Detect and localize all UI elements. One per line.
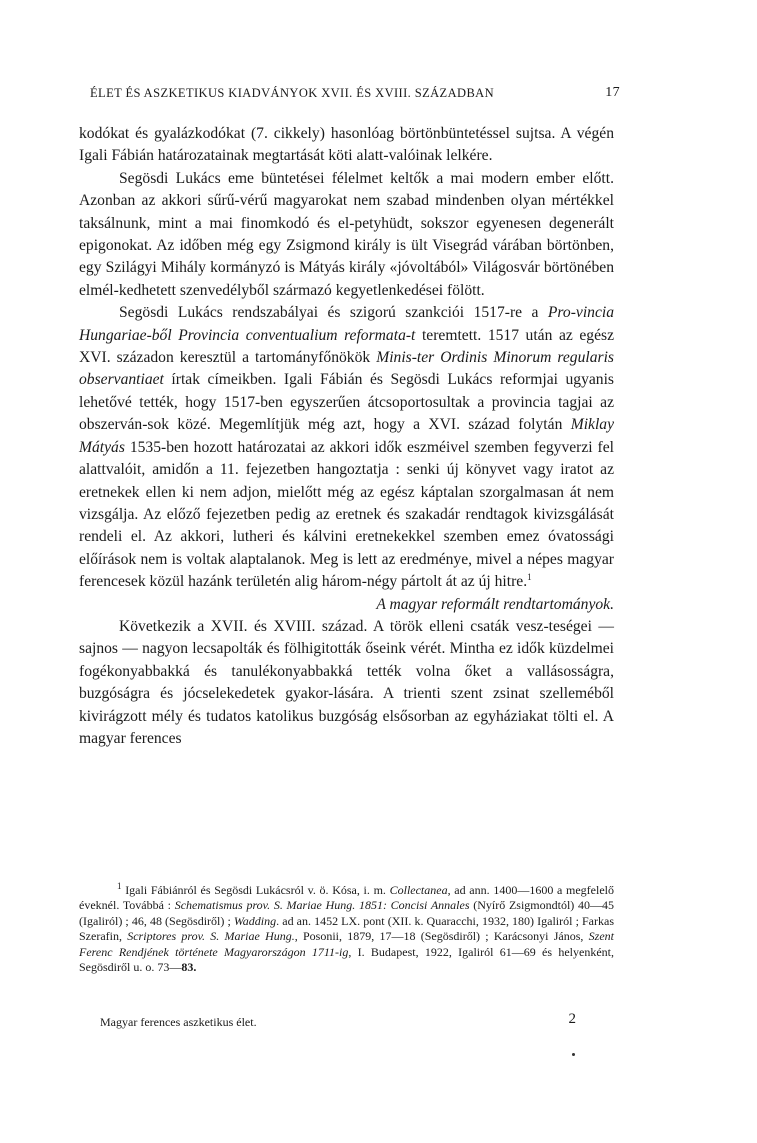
text-run: (Nyírő Zsigmondtól) 40—45 (Igaliról) ; 46, 48 (Segösdiről) ; — [79, 898, 614, 928]
text-run: , I. Budapest, 1922, Igaliról 61—69 és helyenként, Segösdiről u. o. 73— — [79, 944, 614, 975]
text-run: , Posonii, 1879, 17—18 (Segösdiről) ; Karácsonyi János, — [294, 929, 589, 944]
footnote-marker: 1 — [117, 881, 122, 891]
book-title: Magyar ferences aszketikus élet. — [100, 1015, 257, 1029]
text-run: teremtett. 1517 után az egész XVI. századon keresztül a tartományfőnökök — [79, 326, 614, 367]
italic-text: Wadding — [233, 913, 277, 928]
ink-speck — [572, 1053, 575, 1056]
page-number: 17 — [605, 85, 620, 100]
footnote — [79, 883, 614, 975]
text-run: . ad an. 1452 LX. pont (XII. k. Quaracchi, 1932, 180) Igaliról ; Farkas Szerafin, — [79, 913, 614, 944]
bold-text: 83. — [181, 960, 197, 975]
text-run: írtak címeikben. Igali Fábián és Segösdi Lukács reformjai ugyanis lehetővé tették, hogy 1517-ben egyszerűen átcsoportosultak a provincia tagjai az obszerván-sok közé. Megemlítjük még azt, hogy a XVI. század folytán — [79, 371, 614, 434]
signature-mark: 2 — [568, 1011, 576, 1027]
text-run: Segösdi Lukács eme büntetései félelmet keltők a mai modern ember előtt. Azonban az akkori sűrű-vérű magyarokat nem szabad mindenben olyan mértékkel taksálnunk, mint a mai finomkodó és el-petyhüdt, sokszor egyenesen degenerált epigonokat. Az időben még egy Zsigmond király is ült Visegrád várában börtönben, egy Szilágyi Mihály kormányzó is Mátyás király «jóvoltából» Világosvár börtönében elmél-kedhetett szenvedélyből származó kegyetlenkedései fölött. — [79, 169, 614, 299]
text-run: Következik a XVII. és XVIII. század. A török elleni csaták vesz-teségei — sajnos — nagyon lecsapolták és fölhigitották őseink vérét. Mintha ez idők küzdelmei fogékonyabbakká és tanulékonyabbakká tették volna őket a vallásosságra, buzgóságra és jócselekedetek gyakor-lására. A trienti szent zsinat szelleméből kivirágzott mély és tudatos katolikus buzgóság elsősorban az egyháziakat tölti el. A magyar ferences — [79, 617, 614, 747]
italic-text: Pro-vincia Hungariae-ből Provincia conventualium reformata-t — [79, 304, 614, 344]
italic-text: Szent Ferenc Rendjének története Magyarországon 1711-ig — [79, 929, 615, 959]
text-run: , ad ann. 1400—1600 a megfelelő éveknél. Továbbá : — [79, 883, 614, 913]
paragraph — [79, 616, 614, 750]
italic-text: Minis-ter Ordinis Minorum regularis observantiaet — [79, 349, 614, 389]
text-run: Igali Fábiánról és Segösdi Lukácsról v. ö. Kósa, i. m. — [121, 883, 390, 897]
page-footer — [100, 1011, 576, 1030]
footnote-marker: 1 — [527, 571, 532, 582]
running-title: ÉLET ÉS ASZKETIKUS KIADVÁNYOK XVII. ÉS XVIII. SZÁZADBAN — [90, 86, 495, 100]
text-run: Segösdi Lukács rendszabályai és szigorú szankciói 1517-re a — [119, 304, 548, 322]
paragraph — [79, 168, 614, 302]
italic-text: Scriptores prov. S. Mariae Hung. — [127, 929, 295, 944]
section-title: A magyar reformált rendtartományok. — [376, 595, 614, 613]
text-run: kodókat és gyalázkodókat (7. cikkely) hasonlóag börtönbüntetéssel sujtsa. A végén Igali Fábián határozatainak megtartását köti alatt-valóinak lelkére. — [79, 125, 614, 165]
paragraph — [79, 123, 614, 168]
italic-text: Schematismus prov. S. Mariae Hung. 1851: Concisi Annales — [174, 898, 470, 913]
italic-text: Miklay Mátyás — [79, 416, 614, 456]
text-run: 1535-ben hozott határozatai az akkori idők eszméivel szemben fegyverzi fel alattvalóit, amidőn a 11. fejezetben hangoztatja : senki új könyvet vagy iratot az eretnekek ellen ki nem adjon, mielőtt még az egész káptalan szorgalmasan át nem vizsgálja. Az előző fejezetben pedig az eretnek és szakadár rendtagok kivizsgálását rendeli el. Az akkori, lutheri és kálvini eretnekekkel szemben emez óvatossági előírások nem is voltak alaptalanok. Meg is lett az eredménye, mivel a népes magyar ferencesek közül hazánk területén alig három-négy pártolt át az új hitre. — [79, 438, 614, 591]
footnote-text — [79, 883, 614, 975]
italic-text: Collectanea — [389, 883, 448, 897]
running-header — [90, 86, 620, 101]
main-text — [79, 123, 614, 750]
paragraph — [79, 302, 614, 593]
